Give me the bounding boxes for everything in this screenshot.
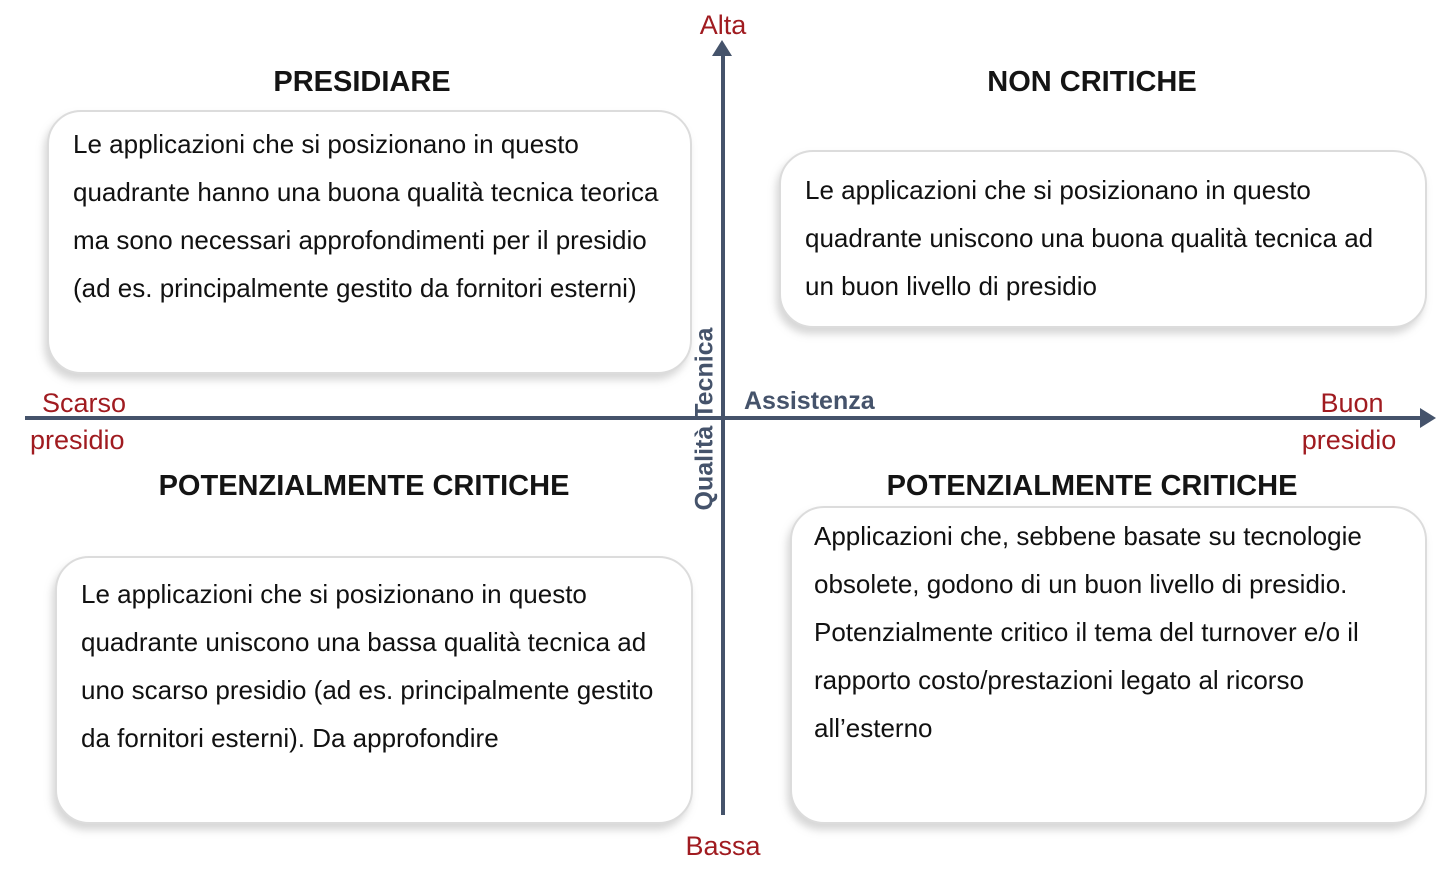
quadrant-box-bottom-right bbox=[790, 506, 1427, 824]
x-axis-min-label-line1: Scarso bbox=[42, 388, 127, 418]
quadrant-body-bottom-left: Le applicazioni che si posizionano in questo quadrante uniscono una bassa qualità tecnica ad uno scarso presidio (ad es. principalmente gestito da fornitori esterni). Da approfondire bbox=[81, 579, 654, 753]
quadrant-box-top-left bbox=[47, 110, 692, 374]
x-axis-max-label-line2: presidio bbox=[1301, 425, 1397, 455]
quadrant-title-bottom-right: POTENZIALMENTE CRITICHE bbox=[886, 470, 1298, 502]
quadrant-title-top-right: NON CRITICHE bbox=[987, 66, 1197, 98]
quadrant-box-top-right bbox=[779, 150, 1427, 328]
x-axis-max-label-line1: Buon bbox=[1320, 388, 1384, 418]
y-axis-min-label: Bassa bbox=[685, 831, 761, 861]
quadrant-title-bottom-left: POTENZIALMENTE CRITICHE bbox=[158, 470, 570, 502]
y-axis-line bbox=[721, 54, 725, 815]
y-axis-arrow-up-icon bbox=[712, 40, 732, 56]
x-axis-line bbox=[25, 416, 1423, 420]
x-axis-min-label-line2: presidio bbox=[30, 425, 125, 455]
x-axis-arrow-right-icon bbox=[1420, 408, 1436, 428]
y-axis-title: Qualità Tecnica bbox=[690, 327, 719, 511]
y-axis-max-label: Alta bbox=[699, 10, 747, 40]
quadrant-body-top-right: Le applicazioni che si posizionano in questo quadrante uniscono una buona qualità tecnica ad un buon livello di presidio bbox=[805, 175, 1374, 301]
x-axis-title: Assistenza bbox=[744, 387, 875, 415]
quadrant-title-top-left: PRESIDIARE bbox=[273, 66, 451, 98]
quadrant-body-bottom-right: Applicazioni che, sebbene basate su tecnologie obsolete, godono di un buon livello di presidio. Potenzialmente critico il tema del turnover e/o il rapporto costo/prestazioni legato al ricorso all’esterno bbox=[814, 521, 1362, 743]
quadrant-box-bottom-left bbox=[55, 556, 693, 824]
quadrant-body-top-left: Le applicazioni che si posizionano in questo quadrante hanno una buona qualità tecnica teorica ma sono necessari approfondimenti per il presidio (ad es. principalmente gestito da fornitori esterni) bbox=[73, 129, 659, 303]
